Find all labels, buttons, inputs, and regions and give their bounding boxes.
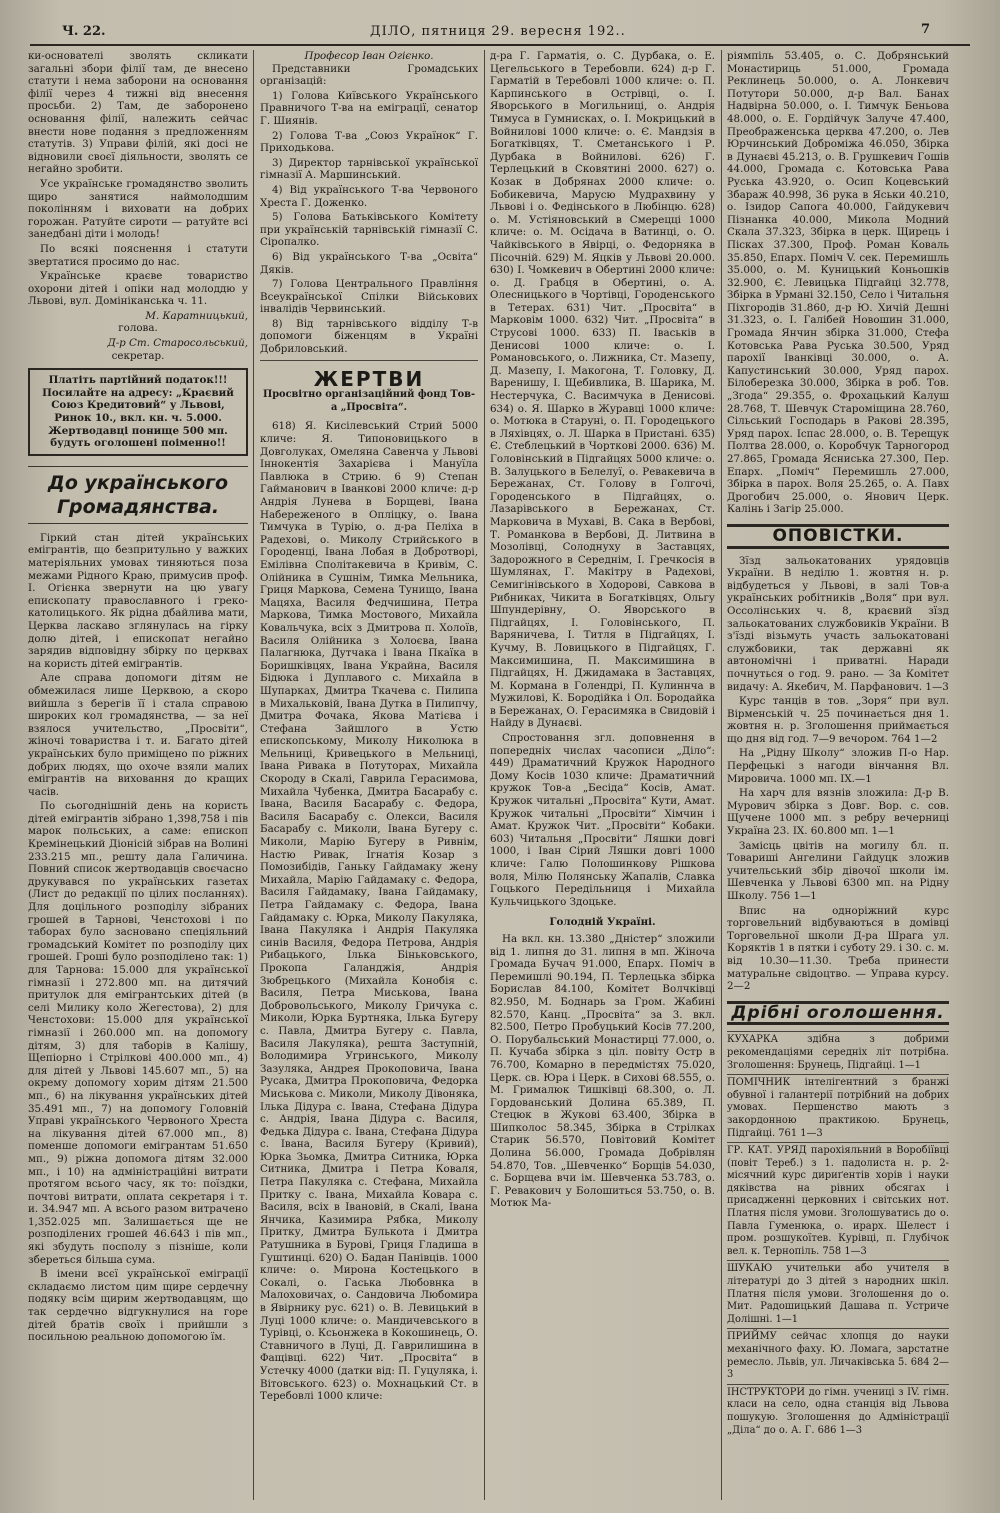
classified-ad: ІНСТРУКТОРИ до гімн. учениці з IV. гімн. класи на село, одна станція від Львова пошукую. Зголошення до Адміністрації „Діла“ до о. А. Г. 686 1—3 — [727, 1384, 949, 1439]
section-title-donations: ЖЕРТВИ — [313, 366, 425, 391]
paragraph: В імени всєї української еміграції складаємо листом цим щире сердечну подяку всім щирим жертводавцям, що так сердечно відгукнулися на горе дітей братів своїх і прийшли з посильною реальною допомогою їм. — [28, 1268, 248, 1344]
paragraph: Гіркий стан дітей українських емігрантів, що безпритульно у важких матеріяльних умовах тиняються поза межами Рідного Краю, примусив проф. І. Огієнка звернути на цю увагу епископату православного і греко-католицького. Як рідна дбайлива мати, Церква ласкаво зглянулась на гірку долю дітей, і епископат негайно зарядив відповідну збірку по церквах на користь дітей емігрантів. — [28, 531, 248, 670]
column-rule — [253, 50, 254, 1500]
masthead-line: ДІЛО, пятниця 29. вересня 192.. — [370, 24, 626, 39]
list-item: 3) Директор тарнівської української гімназії А. Маршинський. — [260, 156, 478, 182]
column-rule — [721, 50, 722, 1500]
notice-item: Курс танців в тов. „Зоря“ при вул. Вірменській ч. 25 починається дня 1. жовтня н. р. Зголошення приймається що дня від год. 7—9 вечором. 764 1—2 — [727, 695, 949, 745]
notice-item: На харч для вязнів зложила: Д-р В. Мурович збірка з Довг. Вор. с. сов. Щучене 1000 мп. з ребру вечерниці Україна 23. IX. 60.800 мп. 1—1 — [727, 787, 949, 838]
signature-role: секретар. — [111, 349, 165, 362]
notices-title: ОПОВІСТКИ. — [727, 524, 949, 549]
list-item: 4) Від українського Т-ва Червоного Хреста Г. Доженко. — [260, 183, 478, 209]
classified-ad: ГР. КАТ. УРЯД парохіяльний в Воробіївці (повіт Тереб.) з 1. падолиста н. р. 2-місячний курс дириґентів хорів і науки дяківства на рівних обсягах і присадженні церковних і світських нот. Платня після умови. Зголошуватись до о. Павла Гуменюка, о. ирарх. Шелест і пром. розшукоїтев. Курівці, п. Глубічок вел. к. Тернопіль. 758 1—3 — [727, 1142, 949, 1260]
column-2 — [260, 50, 478, 1502]
notice-item: На „Рідну Школу“ зложив П-о Нар. Перфецькі з нагоди вінчання Вл. Мировича. 1000 мп. IX.—1 — [727, 747, 949, 785]
notice-item: Зїзд зальокатованих урядовців України. В неділю 1. жовтня н. р. відбудеться у Львові, в залі Тов-а українських робітників „Воля“ при вул. Оссолінських ч. 8, краєвий зїзд зальокатованих службовиків України. В з'їзді візьмуть участь зальокатовані службовики, так державні як автономічні і приватні. Наради почнуться о год. 9. рано. — За Комітет видачу: А. Якебич, М. Парфанович. 1—3 — [727, 554, 949, 693]
signature-name: Професор Іван Огієнко. — [304, 50, 434, 62]
signature-role: голова. — [118, 322, 158, 335]
classified-ad: КУХАРКА здібна з добрими рекомендаціями середніх літ потрібна. Зголошення: Брунець, Підгайці. 1—1 — [727, 1031, 949, 1074]
divider — [260, 360, 478, 361]
paragraph: Але справа допомоги дітям не обмежилася лише Церквою, а скоро вийшла з берегів її і стала справою широких кол громадянства, — за неї взялося учительство, „Просвіти“, жіночі товариства і т. и. Багато дітей українських було приміщено по ріжних добрих людях, що охоче взяли малих емігрантів на виховання до кращих часів. — [28, 672, 248, 798]
paragraph: Представники Громадських організацій: — [260, 62, 478, 88]
classified-ad: ПРИЙМУ сейчас хлопця до науки механічного фаху. Ю. Ломага, зарстатне ремесло. Львів, ул. Личаківська 5. 684 2—3 — [727, 1328, 949, 1383]
subsection-title: Голодній Україні. — [549, 916, 656, 929]
list-item: 1) Голова Київського Українського Правничого Т-ва на еміграції, сенатор Г. Шиянів. — [260, 89, 478, 127]
paragraph: 618) Я. Кисілевський Стрий 5000 кличе: Я. Типоновицького в Довголуках, Омеляна Савенча у Львові Іннокентія Захарієва і Мануїла Павлюка в Стрию. 6 9) Степан Гайманович в Іванкові 2000 кличе: д-р Андрія Лунева в Борщеві, Івана Набереженого в Опліцку, о. Івана Тимчука в Турію, о. д-ра Пеліха в Радехові, о. Миколу Стрийського в Городенці, Івана Лобая в Добротворі, Емілівна Сполітакевича в Кривім, С. Олійника в Сушнім, Тимка Мельника, Гриця Маркова, Семена Тунищо, Івана Мацяха, Василя Федчишина, Петра Маркова, Тимка Мостового, Михайла Ковальчука, всіх з Дмитрова п. Холоїв, Василя Олійника з Холоєва, Івана Палагнюка, Дутчака і Івана Пкаїка в Боришківцях, Івана Украйна, Василя Бідюка і Дуплавого с. Михайла в Шупарках, Дмитра Ткачева с. Пилипа в Михальковій, Івана Дутка в Пилипчу, Дмитра Фочака, Якова Матієва і Стефана Зайшлого в Устю епископському, Миколу Николюка в Мельниці, Кривецького в Мельниці, Івана Ривака в Потуторах, Михайла Скороду в Скалі, Гаврила Герасимова, Михайла Чубенка, Дмитра Басарабу с. Івана, Василя Басарабу с. Федора, Василя Басарабу с. Олекси, Василя Басарабу с. Миколи, Івана Бугеру с. Миколи, Марію Бугеру в Ривнім, Настю Ривак, Ігнатія Козар з Помозибідів, Ганьку Гайдамаку жену Михайла, Марію Гайдамаку с. Федора, Василя Гайдамаку, Івана Гайдамаку, Петра Гайдамаку с. Федора, Івана Гайдамаку с. Юрка, Миколу Пакуляка, Івана Пакуляка і Андрія Пакуляка синів Василя, Федора Петрова, Андрія Рибацького, Ількa Біньковського, Прокопа Галанджія, Андрія Зюбрецького (Михайла Конобія с. Василя, Петра Миськова, Івана Добровольського, Миколу Гричука с. Миколи, Юрка Буртняка, Ількa Бугеру с. Павла, Дмитра Бугеру с. Павла, Василя Лакуляка), решта Заступній, Володимира Угринського, Миколу Зазуляка, Андрея Прокоповича, Івана Русака, Дмитра Прокоповича, Федорка Миськова с. Миколи, Миколу Дівоняка, Ількa Дідура с. Івана, Стефана Дідура с. Андрія, Івана Дідура с. Василя, Федька Дідура с. Івана, Стефана Дідура с. Івана, Василя Бугеру (Кривий), Юрка Зьомка, Дмитра Ситника, Юрка Ситника, Дмитра і Петра Коваля, Петра Пакуляка с. Стефана, Михайла Притку с. Івана, Михайла Ковара с. Василя, всіх в Івановій, в Скалі, Івана Янчика, Казимира Рябка, Миколу Притку, Дмитра Булькота і Дмитра Ратушника в Бурові, Гриця Гладиша в Гуштинці. 620) О. Бадан Панівців. 1000 кличе: о. Мирона Костецького в Сокалі, о. Гаська Любовнка в Малоховичах, о. Сандовичa Любомира в Явірнику руc. 621) о. В. Левицький в Луці 1000 кличе: о. Мандичевського в Турівці, о. Ксьонжека в Кокошинець, О. Ставничого в Луці, Д. Гаврилишина в Фащівці. 622) Чит. „Просвіта“ в Устечку 4000 (датки від: П. Гуцуляка, і. Вітовського. 623) о. Мохнацький Ст. в Теребовлі 1000 кличе: — [260, 420, 478, 1403]
page-number-right: 7 — [920, 22, 930, 37]
party-tax-notice: Платіть партійний податок!!! Посилайте на адресу: „Краєвий Союз Кредитовий“ у Львові, Ринок 10., вкл. кн. ч. 5.000. Жертводавці понище 500 мп. будуть оголошені поіменно!! — [28, 368, 248, 456]
section-subtitle: Просвітно організаційний фонд Тов-а „Просвіта“. — [262, 389, 476, 413]
paragraph: Українське краєве товариство охорони дітей і опіки над молоддю у Львові, вул. Домініканська ч. 11. — [28, 270, 248, 308]
signature-name: М. Каратницький, — [145, 309, 248, 322]
paragraph: Спростовання згл. доповнення в попередніх числах часописи „Діло“: 449) Драматичний Кружок Народного Дому Косів 1030 кличе: Драматичний кружок Тов-а „Бесіда“ Косів, Амат. Кружок читальні „Просвіта“ Кути, Амат. Кружок читальні „Просвіти“ Хімчин і Амат. Кружок Чит. „Просвіти“ Кобаки. 603) Читальня „Просвіти“ Ляшки довгі 1000, і Іван Сірий Ляшки довгі 1000 кличе: Галю Полошинкову Рішкова воля, Мілю Полянську Жапалів, Славка Гоцького Передільниця і Михайла Кульчицького Здоцьке. — [490, 732, 715, 908]
article-title: До українського Громадянства. — [28, 466, 248, 524]
list-item: 6) Від українського Т-ва „Освіта“ Дяків. — [260, 250, 478, 276]
list-item: 2) Голова Т-ва „Союз Українок“ Г. Приходькова. — [260, 129, 478, 155]
paragraph: На вкл. кн. 13.380 „Дністер“ зложили від 1. липня до 31. липня в мп. Жіноча Громада Бучач 91.000, Епарх. Поміч в Перемишлі 90.194, П. Терлецька збірка Борислав 84.100, Комітет Волчківці 82.950, М. Боднарь за Гром. Жабині 82.570, Канц. „Просвіта“ за 3. вкл. 82.500, Петро Пробуцький Косів 77.200, О. Порубальський Монастирці 77.000, о. П. Кучаба збірка з ціл. повіту Остр в 76.700, Комарно в передмістях 75.020, Церк. св. Юра і Церк. в Сихові 68.555, о. М. Грималюк Тишківці 68.300, о. Л. Гордованський Долина 65.389, П. Стецюк в Жуковi 63.400, Збірка в Шипколос 58.345, Збірка в Стрілках Старик 56.570, Повітовий Комітет Долина 56.000, Громада Добрівлян 54.870, Тов. „Шевченко“ Борщів 54.030, с. Борщева вчи ім. Шевченка 53.783, о. Г. Ревакович у Болошиться 53.750, о. В. Мотюк Ма- — [490, 932, 715, 1210]
classified-ad: ШУКАЮ учительки або учителя в літературі до 3 дітей з народних шкіл. Платня після умови. Зголошення до о. Мит. Радошицький Дашава п. Устриче Долішні. 1—1 — [727, 1260, 949, 1328]
paragraph: По сьогоднішній день на користь дітей емігрантів зібрано 1,398,758 і пів марок польських, а саме: епископ Кремінецький Діонісій зібрав на Волині 233.215 мп., решту дала Галичина. Повний список жертводавців своєчасно друкувався по українських газетах (Лист до редакції по цілих посланнях). Для доцільного розподілу зібраних грошей в Тарнові, Ченстохові і по таборах було засновано спеціяльний громадський Комітет по розподілу цих грошей. Гроші було розподілено так: 1) для Тарнова: 15.000 для української гімназії і 272.800 мп. на дитячий притулок для емігрантських дітей (в селі Милику коло Жегестова), 2) для Ченстохови: 15.000 для української гімназії і 260.000 мп. на допомогу дітям, 3) для таборів в Калішу, Щепіорно і Стрілкові 400.000 мп., 4) для дітей у Львові 145.607 мп., 5) на окрему допомогу хорим дітям 21.500 мп., 6) на лікування українських дітей 35.491 мп., 7) на допомогу Головній Управі українського Червоного Хреста на лікування дітей 67.000 мп., 8) поменше допомоги емігрантам 51.650 мп., 9) ріжна допомога дітям 32.000 мп., і 10) на адміністраційні витрати протягом всього часу, як то: поїздки, почтові витрати, оплата секретаря і т. и. 34.947 мп. А всього разом витрачено 1,352.025 мп. Залишається ще не розподілених грошей 46.643 і пів мп., які збудуть посполу з пізніше, коли збереться більша сума. — [28, 800, 248, 1266]
list-item: 7) Голова Центрального Правління Всеукраїнської Спілки Військових інвалідів Червинський. — [260, 278, 478, 316]
column-rule — [484, 50, 485, 1500]
paragraph: д-ра Г. Гарматія, о. С. Дурбака, о. Е. Цегельського в Теребовли. 624) д-р Г. Гарматій в Теребовлі 1000 кличе: о. П. Карпинського в Острівці, о. І. Яворського в Могильниці, о. Андрія Тимуса в Гумнисках, о. І. Мокрицький в Войнилові 1000 кличе: о. Є. Мандзія в Богатківцях, Т. Сметанського і Р. Дурбака в Войнилові. 626) Г. Терлецький в Сковятині 2000. 627) о. Козак в Добрянах 2000 кличе: о. Бобикевича, Марусю Мудрахвину у Львові і о. Федінського в Любінцю. 628) о. М. Устіяновський в Смерецці 1000 кличе: о. М. Осідача в Ватинці, о. О. Чайківського в Явірці, о. Федорняка в Пісочній. 629) М. Яцків у Львові 20.000. 630) І. Чомкевич в Обертині 2000 кличе: о. Д. Грабця в Обертині, о. А. Олесницького в Чортівці, Городенського в Тетерах. 631) Чит. „Просвіта“ в Марковім 1000. 632) Чит. „Просвіта“ в Струсові 1000. 633) П. Іваськів в Денисові 1000 кличе: о. І. Романовського, о. Лижника, Ст. Мазепу, Д. Мазепу, І. Макогона, Т. Головку, Д. Варенишу, І. Щебивлика, В. Шарика, М. Нестерчука, С. Васимчука в Денисові. 634) о. Я. Шарко в Журавці 1000 кличе: о. Мотюка в Старуні, о. П. Городецького в Ляхівцях, о. Л. Шарка в Пристані. 635) Є. Стеблецький в Чорткові 2000. 636) М. Головінський в Підгайцях 5000 кличе: о. В. Залуцького в Белелуї, о. Ревакевича в Бережанах, Ст. Голову в Голгочі, Городенського в Підгайцях, о. Лазарівського в Бережанах, Ст. Марковича в Мухаві, В. Сака в Вербові, Т. Романкова в Вербові, Д. Литвина в Мозолівці, Солоднуху в Заставцях, Задорожного в Середнім, І. Гречкосія в Шумлянах, Г. Макітру в Радехові, Семигінівського в Ходорові, Савкова в Рибниках, Чикита в Богатківцях, Ольгу Шпундерівну, О. Яворського в Підгайцях, І. Головінського, П. Варяничева, І. Титля в Підгайцях, І. Кучму, В. Ловицького в Підгайцях, Г. Максимишина, П. Максимишина в Підгайцях, Н. Джидамака в Заставцях, М. Кормана в Голендрі, П. Кулиннча в Мужилові, К. Бородійка і Ол. Бородайка в Бережанах, О. Герасимяка в Свидовій і Найду в Дунаєві. — [490, 50, 715, 730]
paragraph: По всякі пояснення і статути звертатися просимо до нас. — [28, 242, 248, 268]
paragraph: ріямпіль 53.405, о. С. Добрянський Монастириць 51.000, Громада Реклинець 50.000, о. А. Лонкевич Потутори 50.000, д-р Вал. Банах Надвірна 50.000, о. І. Тимчук Беньова 48.000, о. Е. Гордійчук Залуче 47.400, Преображенська церква 47.200, о. Лев Юрчинський Доброміжа 46.050, Збірка в Дунаєві 45.213, о. В. Грушкевич Гошів 44.000, Громада с. Котовська Рава Руська 43.920, о. Осип Коцевський Збараж 40.998, 36 рука в Яськи 40.210, о. Ізидор Сапога 40.000, Гайдукевич Пізнанка 40.000, Микола Модний Скала 37.323, Збірка в церк. Щирець і Пісках 37.300, Проф. Роман Коваль 35.850, Епарх. Поміч V. сек. Перемишль 35.000, о. М. Куницький Коньошків 32.900, Є. Левицька Підгайці 32.778, Збірка в Урмані 32.150, Село і Читальня Піхгородів 31.860, д-р Ю. Хичій Дешні 31.323, о. І. Галібей Новошин 31.000, Громада Янчин збірка 31.000, Стефа Котовська Рава Руська 30.500, Уряд парохії Іванківці 30.000, о. А. Капустинський 30.000, Уряд парох. Білоберезка 30.000, Збірка в роб. Тов. „Згода“ 29.355, о. Фрохацький Калуш 28.768, Т. Шевчук Староміщина 28.760, Сільський Господарь в Ракові 28.395, Уряд парох. Іспас 28.000, о. В. Терещук Полтва 28.000, о. Коробчук Тарногород 27.865, Громада Ясниська 27.300, Пер. Епарх. „Поміч“ Перемишль 27.000, Збірка в парох. Воля 25.265, о. А. Павх Дрогобич 25.000, о. Янович Церк. Калінь і Загір 25.000. — [727, 50, 949, 516]
list-item: 5) Голова Батьківського Комітету при українській тарнівській гімназії С. Сіропалко. — [260, 211, 478, 249]
signature-name: Д-р Ст. Старосольський, — [107, 337, 248, 350]
column-1 — [28, 50, 248, 1502]
small-ads-title: Дрібні оголошення. — [727, 1001, 949, 1026]
paragraph: ки-основатeлі зволять скликати загальні збори філії там, де внесено статути і нема заборони на основання філії через 4 тижні від внесення прoсьби. 2) Там, де заборонено основання філії, належить сейчас внести нове подання з предложенням статутів. 3) Управи філій, які досі не відновили своєї діяльности, зволять се негайно зробити. — [28, 50, 248, 176]
column-3 — [490, 50, 715, 1502]
paragraph: Усе українське громадянство зволить щиро занятися наймолодшим поколінням і виховати на добрих горожан. Ратуйте сироти — ратуйте всі занедбані діти і молодь! — [28, 177, 248, 241]
page-number: Ч. 22. — [62, 24, 106, 39]
list-item: 8) Від тарнівського відділу Т-в допомоги біженцям в Україні Добриловський. — [260, 317, 478, 356]
classified-ad: ПОМІЧНИК інтелігентний з бранжі обувної і галантерії потрібний на добрих умовах. Першенство мають з закордонною практикою. Брунець, Підгайці. 761 1—3 — [727, 1074, 949, 1142]
column-4 — [727, 50, 949, 1502]
page-header — [30, 22, 970, 46]
notice-item: Замісць цвітів на могилу бл. п. Товариші Ангелини Гайдуцк зложив учительський збір дівочої школи ім. Шевченка у Львові 6300 мп. на Рідну Школу. 756 1—1 — [727, 839, 949, 902]
notice-item: Впис на одноріжний курс торговельний відбуваються в домівці Торговельної школи Д-ра Шрага ул. Коряктів 1 в пятки і суботу 29. і 30. с. м. від 10.30—11.30. Треба принести матуральне свідоцтво. — Управа курсу. 2—2 — [727, 904, 949, 993]
